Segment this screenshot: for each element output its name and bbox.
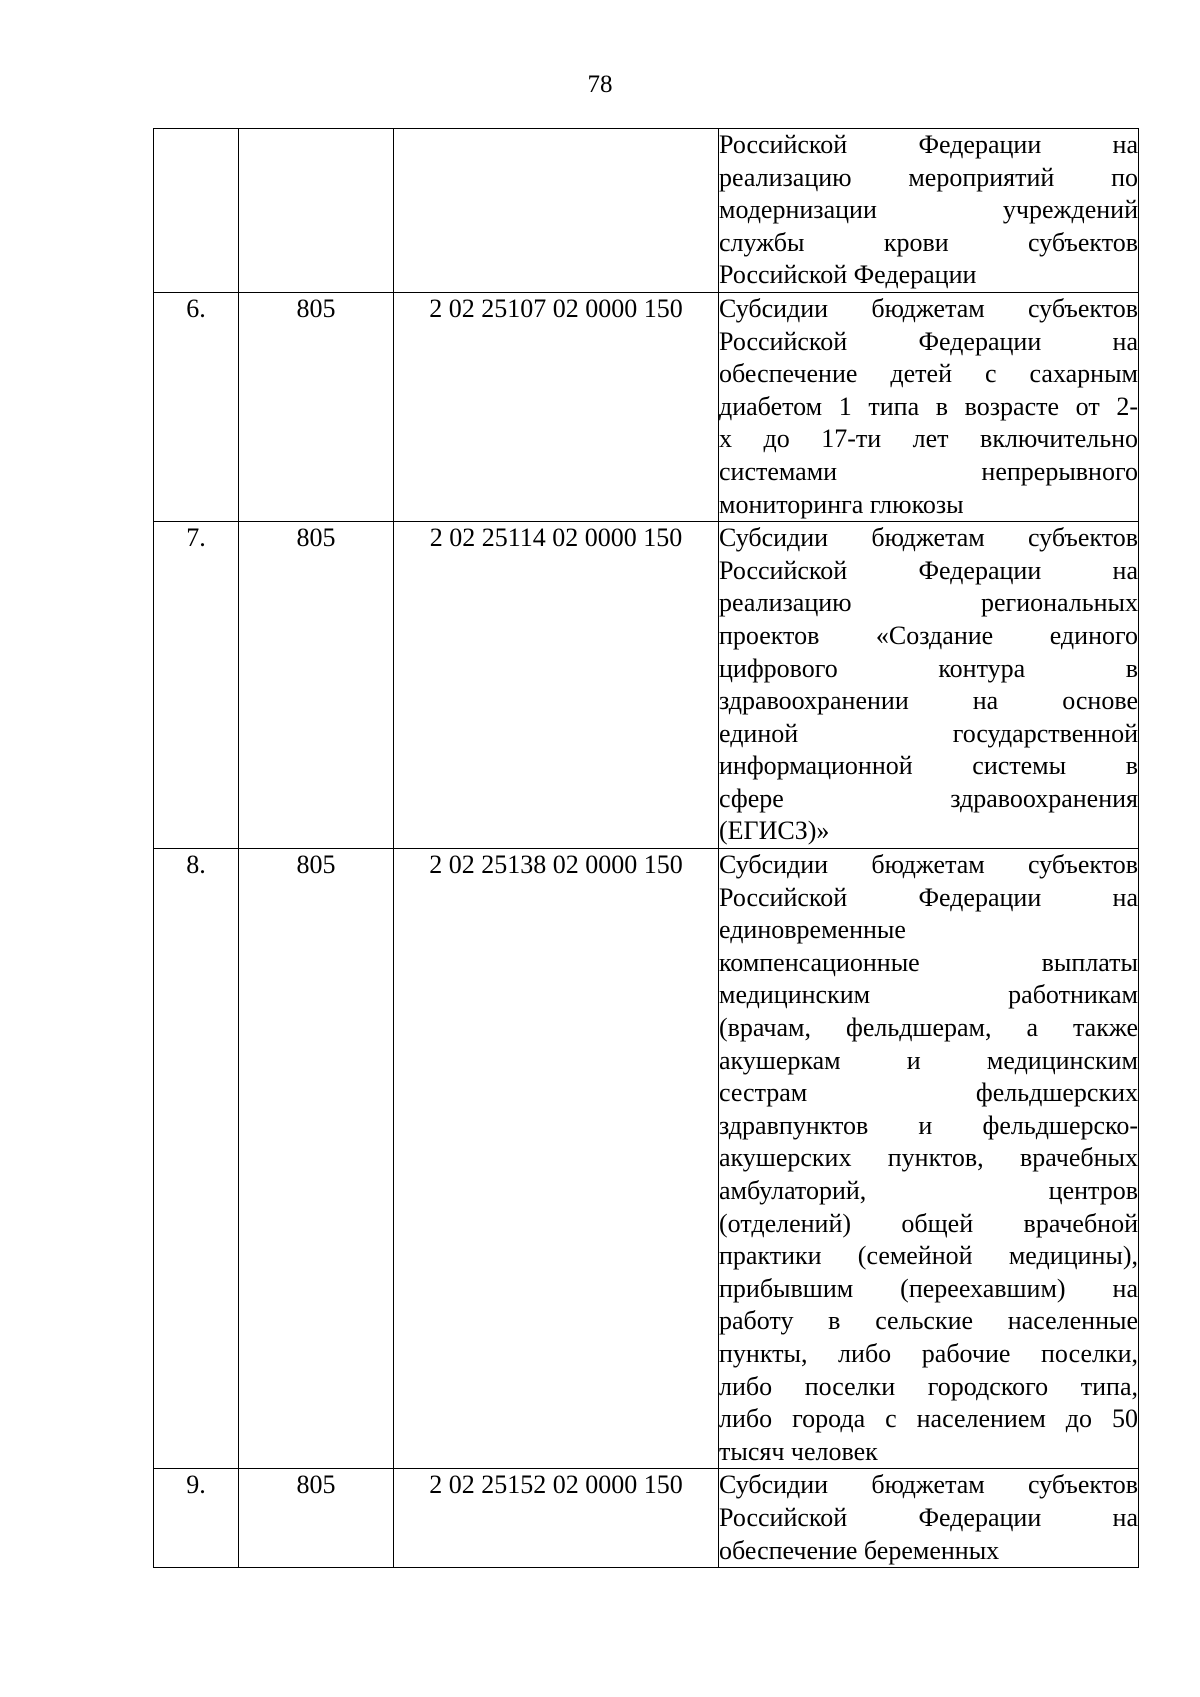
revenue-name-line: службы крови субъектов [719,227,1138,257]
revenue-name-line: здравпунктов и фельдшерско- [719,1110,1138,1140]
revenue-name-line: либо поселки городского типа, [719,1371,1138,1401]
table-body [154,129,1139,1568]
revenue-name-line: пункты, либо рабочие поселки, [719,1338,1138,1368]
revenue-name-line: реализацию региональных [719,588,1138,618]
revenue-name-cell [719,1469,1139,1568]
budget-code-cell: 2 02 25107 02 0000 150 [394,292,719,521]
revenue-name-line: компенсационные выплаты [719,947,1138,977]
revenue-name-line: цифрового контура в [719,653,1138,683]
budget-codes-table [153,128,1139,1568]
revenue-name-line: единовременные [719,915,906,945]
revenue-name-line: Российской Федерации на [719,326,1138,356]
table-row [154,849,1139,1469]
table-row [154,522,1139,849]
revenue-name-line: сфере здравоохранения [719,783,1138,813]
revenue-name-line: (ЕГИСЗ)» [719,816,830,846]
revenue-name-cell [719,292,1139,521]
revenue-name-line: акушеркам и медицинским [719,1045,1138,1075]
revenue-name-line: амбулаторий, центров [719,1176,1138,1205]
revenue-name-line: здравоохранении на основе [719,686,1138,716]
budget-code-cell: 2 02 25152 02 0000 150 [394,1469,719,1568]
revenue-name-line: информационной системы в [719,751,1138,781]
revenue-name-line: Российской Федерации на [719,1502,1138,1532]
revenue-name-line: Субсидии бюджетам субъектов [719,850,1138,880]
revenue-name-line: сестрам фельдшерских [719,1078,1138,1108]
revenue-name-line: Российской Федерации на [719,882,1138,912]
administrator-code-cell: 805 [239,1469,394,1568]
revenue-name-line: Субсидии бюджетам субъектов [719,1470,1138,1500]
revenue-name-line: системами непрерывного [719,456,1138,486]
table-row [154,1469,1139,1568]
page-number: 78 [587,71,613,98]
administrator-code-cell: 805 [239,292,394,521]
revenue-name-line: Российской Федерации [719,260,977,290]
revenue-name-line: медицинским работникам [719,980,1138,1010]
revenue-name-line: работу в сельские населенные [719,1306,1138,1336]
revenue-name-line: мониторинга глюкозы [719,489,964,519]
row-number-cell: 9. [154,1469,239,1568]
revenue-name-line: реализацию мероприятий по [719,162,1138,192]
revenue-name-line: модернизации учреждений [719,195,1138,225]
revenue-name-line: обеспечение детей с сахарным [719,359,1138,389]
revenue-name-line: Российской Федерации на [719,130,1138,159]
revenue-name-line: акушерских пунктов, врачебных [719,1143,1138,1173]
revenue-name-line: единой государственной [719,718,1138,748]
row-number-cell [154,129,239,293]
administrator-code-cell: 805 [239,522,394,849]
revenue-name-cell [719,522,1139,849]
revenue-name-line: (врачам, фельдшерам, а также [719,1013,1138,1043]
revenue-name-line: прибывшим (переехавшим) на [719,1273,1138,1303]
budget-code-cell: 2 02 25138 02 0000 150 [394,849,719,1469]
revenue-name-line: (отделений) общей врачебной [719,1208,1138,1238]
table-row [154,129,1139,293]
revenue-name-cell [719,129,1139,293]
revenue-name-line: диабетом 1 типа в возрасте от 2- [719,391,1138,421]
revenue-name-line: Субсидии бюджетам субъектов [719,523,1138,553]
revenue-name-line: обеспечение беременных [719,1535,1000,1565]
revenue-name-cell [719,849,1139,1469]
revenue-name-line: практики (семейной медицины), [719,1241,1138,1271]
revenue-name-line: тысяч человек [719,1436,878,1466]
budget-code-cell [394,129,719,293]
table-row [154,292,1139,521]
row-number-cell: 8. [154,849,239,1469]
administrator-code-cell: 805 [239,849,394,1469]
revenue-name-line: Российской Федерации на [719,555,1138,585]
administrator-code-cell [239,129,394,293]
row-number-cell: 7. [154,522,239,849]
revenue-name-line: либо города с населением до 50 [719,1404,1138,1434]
revenue-name-line: проектов «Создание единого [719,620,1138,650]
revenue-name-line: Субсидии бюджетам субъектов [719,293,1138,323]
row-number-cell: 6. [154,292,239,521]
budget-code-cell: 2 02 25114 02 0000 150 [394,522,719,849]
revenue-name-line: х до 17-ти лет включительно [719,424,1138,454]
